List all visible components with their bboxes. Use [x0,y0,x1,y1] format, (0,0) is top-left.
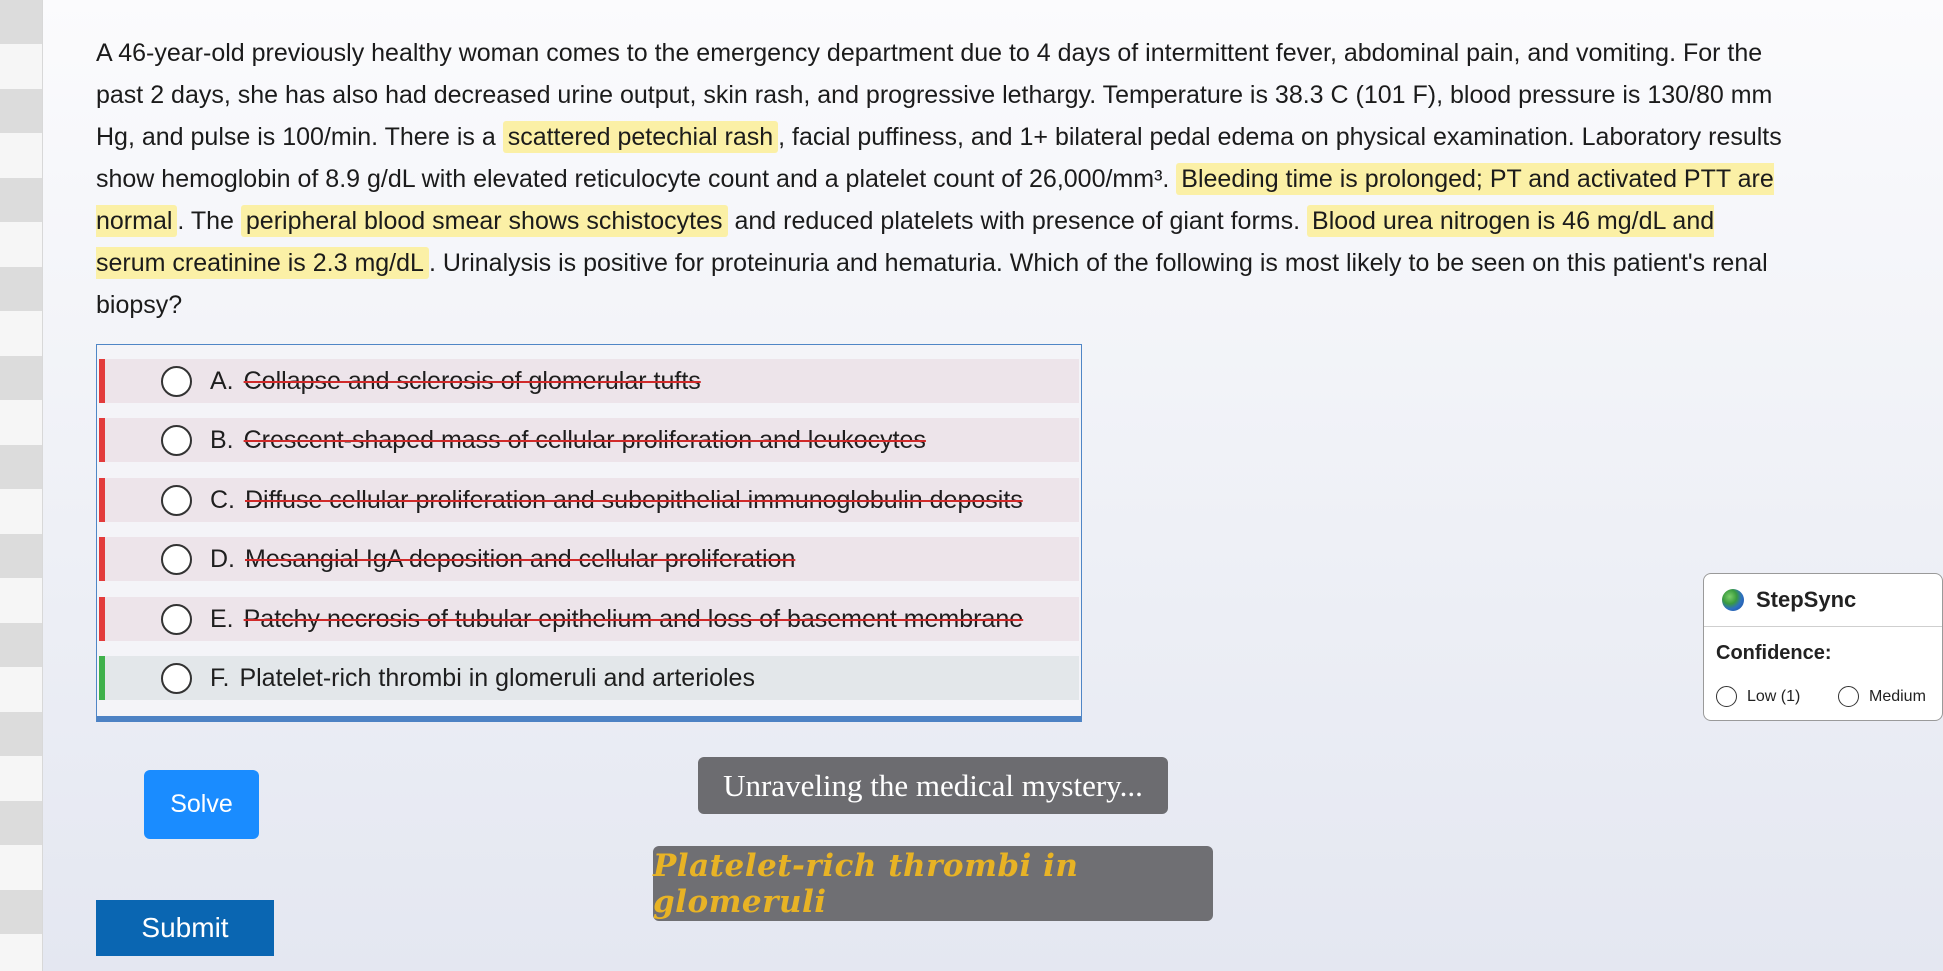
answer-toast: Platelet-rich thrombi in glomeruli [653,846,1213,921]
choice-text: Mesangial IgA deposition and cellular proliferation [245,544,796,573]
stem-text: . The [177,207,241,235]
choice-e-radio[interactable] [161,604,192,635]
choice-c[interactable] [99,478,1079,522]
choice-letter: A. [210,366,234,395]
choice-letter: D. [210,544,235,573]
answer-choices [96,344,1082,722]
stem-highlight[interactable]: Blood urea nitrogen is 46 mg/dL and serum creatinine is 2.3 mg/dL [96,207,1715,277]
choice-f-radio[interactable] [161,663,192,694]
globe-icon [1722,589,1744,611]
choice-letter: B. [210,425,234,454]
choice-d[interactable] [99,537,1079,581]
choice-text: Diffuse cellular proliferation and subepithelial immunoglobulin deposits [245,485,1023,514]
confidence-option-label: Medium [1869,687,1926,705]
choice-e[interactable] [99,597,1079,641]
choice-f[interactable] [99,656,1079,700]
choice-b[interactable] [99,418,1079,462]
left-margin-strip [0,0,43,971]
choice-d-radio[interactable] [161,544,192,575]
choice-a[interactable] [99,359,1079,403]
choice-text: Collapse and sclerosis of glomerular tufts [243,366,701,395]
choice-text: Patchy necrosis of tubular epithelium and loss of basement membrane [243,604,1024,633]
stepsync-header [1704,574,1942,627]
stem-text: . Urinalysis is positive for proteinuria and hematuria. Which of the following is most likely to be seen on this patient's renal biopsy? [96,249,1768,319]
stem-text: A 46-year-old previously healthy woman comes to the emergency department due to 4 days of intermittent fever, abdominal pain, and vomiting. For the past 2 days, she has also had decreased urine output, skin rash, and progressive lethargy. Temperature is 38.3 C (101 F), blood pressure is 130/80 mm Hg, and pulse is 100/min. There is a [96,39,1773,151]
choice-text: Platelet-rich thrombi in glomeruli and arterioles [239,663,755,692]
choice-b-radio[interactable] [161,425,192,456]
choice-a-radio[interactable] [161,366,192,397]
choice-letter: E. [210,604,234,633]
stepsync-title: StepSync [1756,587,1857,612]
stem-highlight[interactable]: scattered petechial rash [503,121,778,153]
stem-text: , facial puffiness, and 1+ bilateral pedal edema on physical examination. Laboratory results show hemoglobin of 8.9 g/dL with elevated reticulocyte count and a platelet count of 26,000/mm³. [96,123,1782,193]
confidence-option-label: Low (1) [1747,687,1801,705]
stem-highlight[interactable]: Bleeding time is prolonged; PT and activated PTT are normal [96,165,1774,235]
confidence-medium-radio[interactable] [1838,686,1859,707]
choice-text: Crescent-shaped mass of cellular proliferation and leukocytes [243,425,926,454]
confidence-low-radio[interactable] [1716,686,1737,707]
confidence-option-low[interactable] [1716,686,1800,707]
stem-highlight[interactable]: peripheral blood smear shows schistocytes [241,205,728,237]
confidence-label: Confidence: [1716,642,1832,664]
stepsync-panel [1703,573,1943,721]
choice-c-radio[interactable] [161,485,192,516]
solve-button[interactable]: Solve [144,770,259,839]
submit-button[interactable]: Submit [96,900,274,956]
stem-text: and reduced platelets with presence of giant forms. [727,207,1308,235]
question-stem [96,32,1786,326]
status-toast: Unraveling the medical mystery... [698,757,1168,814]
confidence-option-medium[interactable] [1838,686,1926,707]
choice-letter: C. [210,485,235,514]
choice-letter: F. [210,663,230,692]
